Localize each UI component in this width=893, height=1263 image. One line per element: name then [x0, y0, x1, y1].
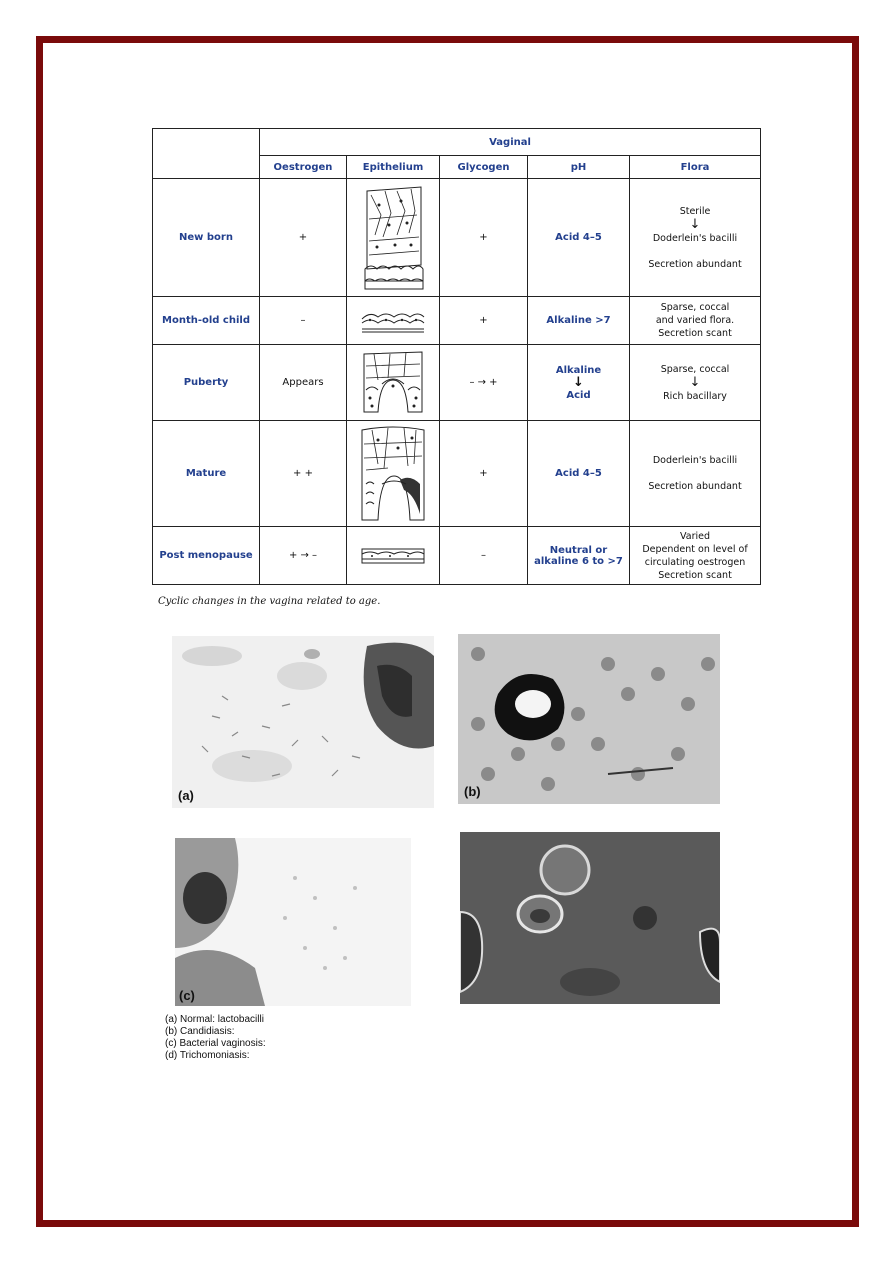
arrow-down-icon: ↓ — [689, 374, 701, 390]
micrograph-d-image — [460, 832, 720, 1004]
flora-text: Doderlein's bacilli — [652, 232, 738, 244]
ph-text: Alkaline — [555, 364, 602, 376]
micrograph-b — [458, 634, 720, 804]
glycogen-cell: – → + — [440, 345, 528, 421]
legend-item: (a) Normal: lactobacilli — [165, 1014, 264, 1025]
epithelium-drawing — [347, 297, 440, 345]
flora-cell — [630, 345, 761, 421]
flora-cell — [630, 297, 761, 345]
ph-text: Alkaline >7 — [546, 315, 611, 326]
glycogen-cell: + — [440, 297, 528, 345]
stage-label: New born — [153, 179, 260, 297]
epithelium-drawing — [347, 421, 440, 527]
epithelium-puberty-icon — [360, 350, 426, 416]
ph-cell — [528, 297, 630, 345]
table-row — [153, 345, 761, 421]
stage-label: Puberty — [153, 345, 260, 421]
oestrogen-cell: + → – — [260, 527, 347, 585]
ph-text: Acid 4–5 — [555, 232, 602, 243]
legend-item: (c) Bacterial vaginosis: — [165, 1038, 266, 1049]
ph-text: Acid 4–5 — [555, 468, 602, 479]
micrograph-c-image — [175, 838, 411, 1006]
arrow-down-icon: ↓ — [689, 216, 701, 232]
micrograph-b-label: (b) — [464, 784, 481, 799]
flora-text: Rich bacillary — [663, 390, 727, 402]
micrograph-b-image — [458, 634, 720, 804]
ph-cell — [528, 179, 630, 297]
table-row — [153, 179, 761, 297]
stage-label: Month-old child — [153, 297, 260, 345]
micrograph-a-image — [172, 636, 434, 808]
glycogen-cell: – — [440, 527, 528, 585]
oestrogen-cell: + + — [260, 421, 347, 527]
flora-text: Sparse, coccal — [660, 363, 730, 375]
epithelium-drawing — [347, 527, 440, 585]
col-header-flora: Flora — [630, 156, 761, 179]
flora-text: Sparse, coccal — [660, 302, 730, 313]
col-header-glycogen: Glycogen — [440, 156, 528, 179]
epithelium-drawing — [347, 179, 440, 297]
oestrogen-cell: – — [260, 297, 347, 345]
vaginal-changes-table — [152, 128, 761, 585]
micrograph-legend — [165, 1014, 266, 1062]
flora-cell — [630, 179, 761, 297]
table-row — [153, 421, 761, 527]
table-row — [153, 527, 761, 585]
epithelium-mature-icon — [358, 424, 428, 524]
ph-cell — [528, 421, 630, 527]
micrograph-c — [175, 838, 411, 1006]
flora-text: Secretion abundant — [648, 258, 742, 270]
micrograph-c-label: (c) — [179, 988, 195, 1003]
oestrogen-cell: + — [260, 179, 347, 297]
ph-cell — [528, 345, 630, 421]
flora-text: Varied — [680, 530, 711, 542]
stage-label: Mature — [153, 421, 260, 527]
stage-label: Post menopause — [153, 527, 260, 585]
flora-text: Secretion scant — [658, 328, 732, 339]
micrograph-a-label: (a) — [178, 788, 194, 803]
glycogen-cell: + — [440, 421, 528, 527]
ph-text: alkaline 6 to >7 — [534, 555, 623, 567]
oestrogen-cell: Appears — [260, 345, 347, 421]
flora-text: Doderlein's bacilli — [652, 455, 738, 466]
epithelium-postmenopause-icon — [360, 545, 426, 567]
flora-text: circulating oestrogen — [644, 556, 746, 568]
table-caption: Cyclic changes in the vagina related to age. — [158, 596, 381, 607]
flora-text: Secretion abundant — [648, 481, 742, 492]
legend-item: (d) Trichomoniasis: — [165, 1050, 250, 1061]
flora-cell — [630, 527, 761, 585]
col-header-oestrogen: Oestrogen — [260, 156, 347, 179]
table-group-header: Vaginal — [260, 129, 761, 156]
col-header-epithelium: Epithelium — [347, 156, 440, 179]
table-corner — [153, 129, 260, 179]
ph-cell — [528, 527, 630, 585]
col-header-ph: pH — [528, 156, 630, 179]
arrow-down-icon: ↓ — [573, 374, 584, 390]
legend-item: (b) Candidiasis: — [165, 1026, 235, 1037]
micrograph-d — [460, 832, 720, 1004]
flora-text: Dependent on level of — [642, 543, 748, 555]
flora-cell — [630, 421, 761, 527]
flora-text: Secretion scant — [658, 569, 732, 581]
flora-text: Sterile — [679, 205, 711, 217]
glycogen-cell: + — [440, 179, 528, 297]
flora-text: and varied flora. — [655, 315, 735, 326]
ph-text: Neutral or — [549, 544, 608, 556]
epithelium-child-icon — [360, 309, 426, 333]
epithelium-newborn-icon — [361, 185, 425, 291]
table-row — [153, 297, 761, 345]
ph-text: Acid — [566, 389, 591, 401]
epithelium-drawing — [347, 345, 440, 421]
micrograph-a — [172, 636, 434, 808]
